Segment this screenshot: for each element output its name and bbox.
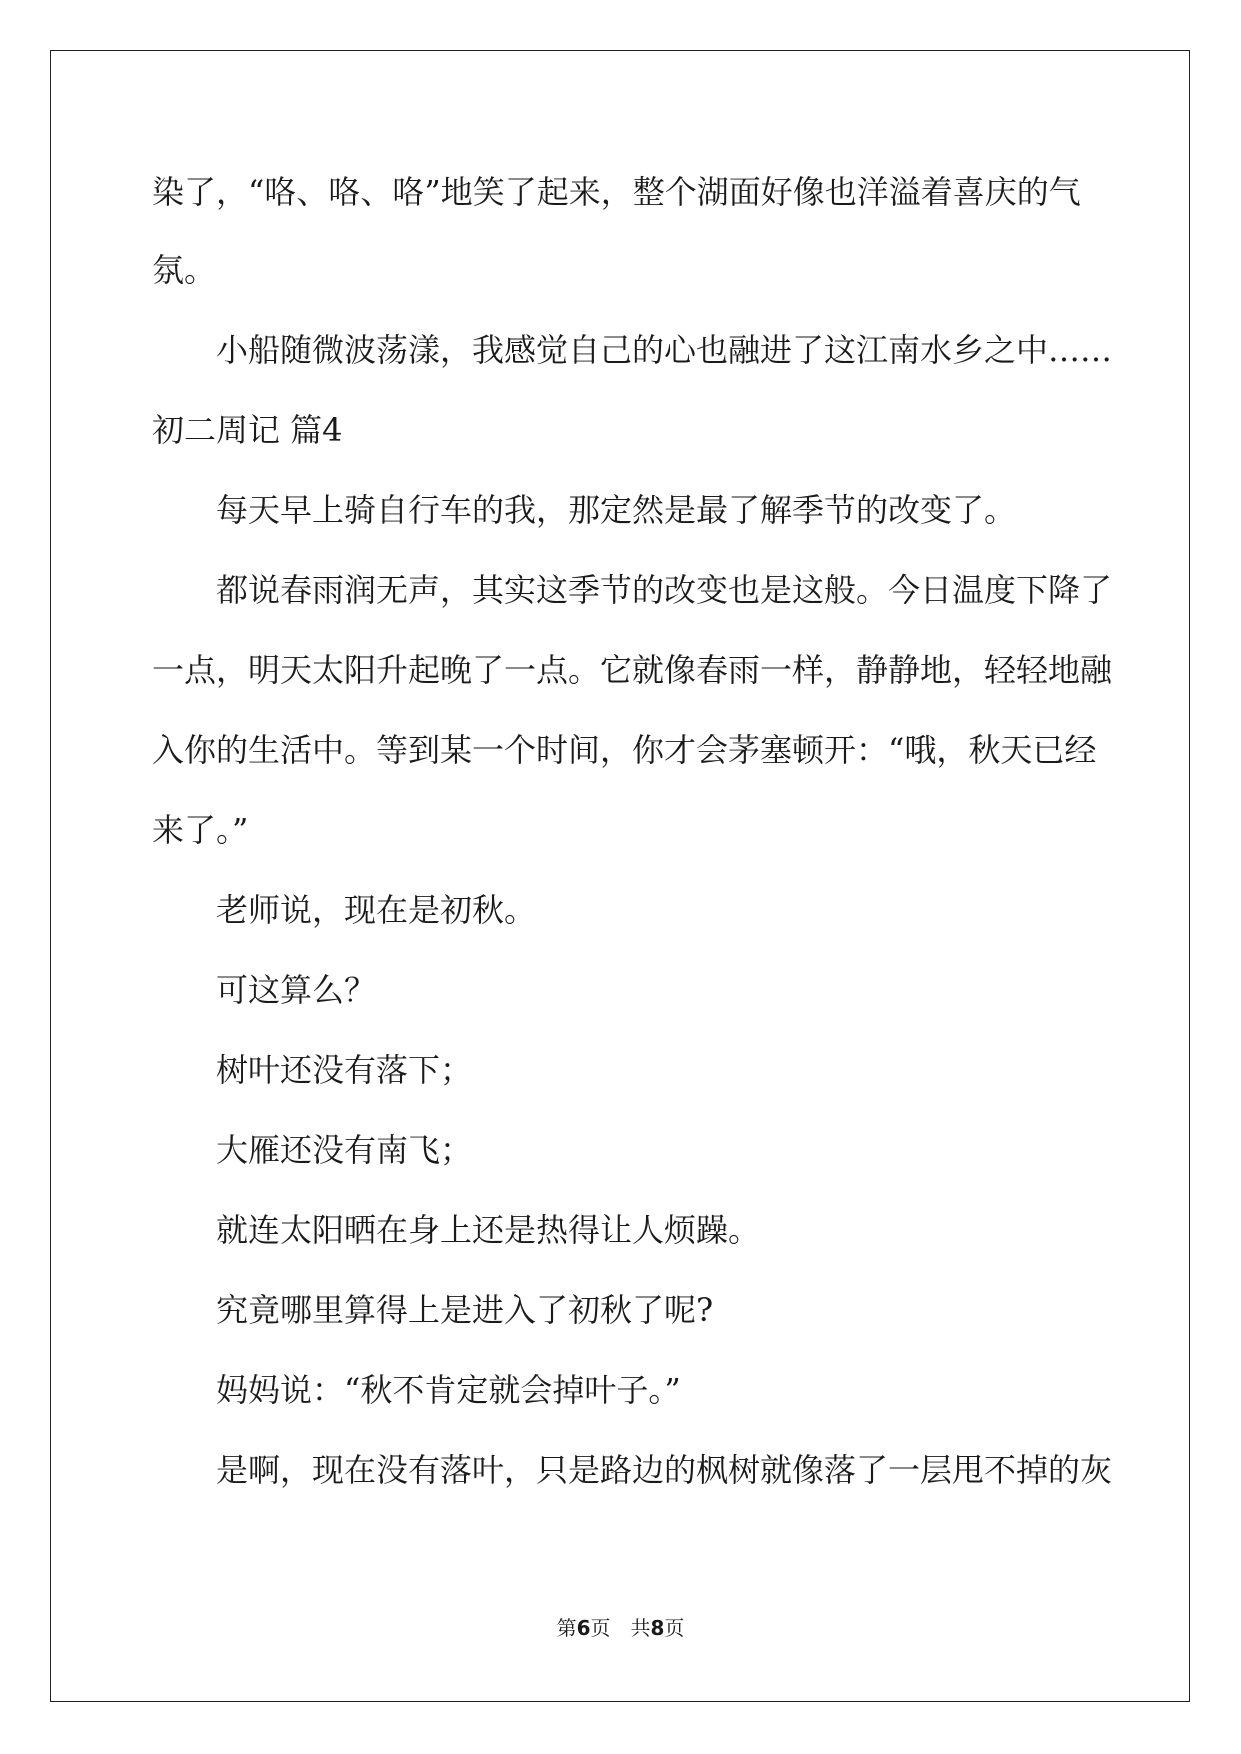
- page-prefix: 第: [556, 1616, 577, 1640]
- text-line: 妈妈说：“秋不肯定就会掉叶子。”: [216, 1371, 681, 1409]
- total-pages: 8: [650, 1616, 665, 1640]
- text-line: 氛。: [152, 251, 217, 289]
- text-line: 一点，明天太阳升起晚了一点。它就像春雨一样，静静地，轻轻地融: [152, 651, 1113, 689]
- section-heading: 初二周记 篇4: [152, 411, 343, 449]
- text-line: 是啊，现在没有落叶，只是路边的枫树就像落了一层甩不掉的灰: [216, 1451, 1113, 1489]
- text-line: 老师说，现在是初秋。: [216, 891, 537, 929]
- text-line: 树叶还没有落下；: [216, 1051, 473, 1089]
- text-line: 可这算么？: [216, 971, 377, 1009]
- text-line: 都说春雨润无声，其实这季节的改变也是这般。今日温度下降了: [216, 571, 1113, 609]
- text-line: 来了。”: [152, 811, 249, 849]
- text-line: 就连太阳晒在身上还是热得让人烦躁。: [216, 1211, 761, 1249]
- text-line: 小船随微波荡漾，我感觉自己的心也融进了这江南水乡之中……: [216, 331, 1113, 369]
- text-line: 染了，“咯、咯、咯”地笑了起来，整个湖面好像也洋溢着喜庆的气: [152, 173, 1081, 211]
- current-page: 6: [576, 1616, 591, 1640]
- text-line: 每天早上骑自行车的我，那定然是最了解季节的改变了。: [216, 491, 1017, 529]
- text-line: 究竟哪里算得上是进入了初秋了呢?: [216, 1291, 714, 1329]
- text-line: 大雁还没有南飞；: [216, 1131, 473, 1169]
- text-line: 入你的生活中。等到某一个时间，你才会茅塞顿开：“哦，秋天已经: [152, 731, 1097, 769]
- page-suffix: 页: [664, 1616, 685, 1640]
- page-mid: 页 共: [590, 1616, 651, 1640]
- page-number-footer: [0, 1612, 1241, 1641]
